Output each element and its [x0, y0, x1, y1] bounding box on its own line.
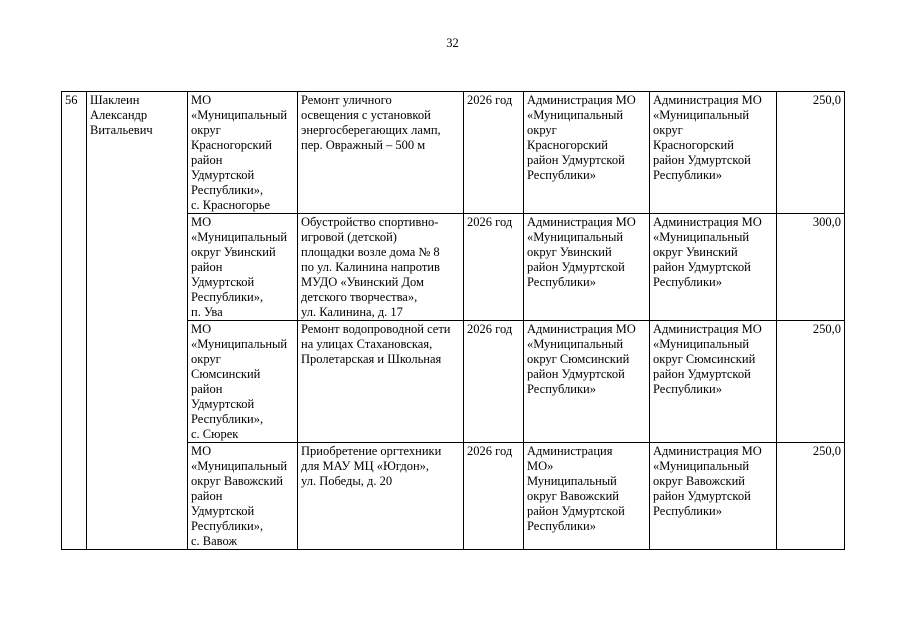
work-description-cell: Ремонт водопроводной сети на улицах Стахановская, Пролетарская и Школьная — [298, 321, 464, 443]
municipality-cell: МО «Муниципальный округ Увинский район Удмуртской Республики», п. Ува — [188, 214, 298, 321]
administrator-cell: Администрация МО» Муниципальный округ Вавожский район Удмуртской Республики» — [524, 443, 650, 550]
entry-number: 56 — [62, 92, 87, 550]
municipality-cell: МО «Муниципальный округ Сюмсинский район Удмуртской Республики», с. Сюрек — [188, 321, 298, 443]
municipality-cell: МО «Муниципальный округ Красногорский район Удмуртской Республики», с. Красногорье — [188, 92, 298, 214]
work-description-cell: Приобретение оргтехники для МАУ МЦ «Югдон», ул. Победы, д. 20 — [298, 443, 464, 550]
recipient-cell: Администрация МО «Муниципальный округ Вавожский район Удмуртской Республики» — [650, 443, 777, 550]
year-cell: 2026 год — [464, 443, 524, 550]
year-cell: 2026 год — [464, 214, 524, 321]
recipient-cell: Администрация МО «Муниципальный округ Сюмсинский район Удмуртской Республики» — [650, 321, 777, 443]
recipient-cell: Администрация МО «Муниципальный округ Увинский район Удмуртской Республики» — [650, 214, 777, 321]
administrator-cell: Администрация МО «Муниципальный округ Увинский район Удмуртской Республики» — [524, 214, 650, 321]
projects-table — [61, 91, 845, 550]
amount-cell: 250,0 — [777, 443, 845, 550]
amount-cell: 250,0 — [777, 321, 845, 443]
municipality-cell: МО «Муниципальный округ Вавожский район Удмуртской Республики», с. Вавож — [188, 443, 298, 550]
administrator-cell: Администрация МО «Муниципальный округ Сюмсинский район Удмуртской Республики» — [524, 321, 650, 443]
deputy-name: Шаклеин Александр Витальевич — [87, 92, 188, 550]
amount-cell: 300,0 — [777, 214, 845, 321]
amount-cell: 250,0 — [777, 92, 845, 214]
recipient-cell: Администрация МО «Муниципальный округ Красногорский район Удмуртской Республики» — [650, 92, 777, 214]
year-cell: 2026 год — [464, 92, 524, 214]
page-number: 32 — [446, 36, 459, 50]
year-cell: 2026 год — [464, 321, 524, 443]
administrator-cell: Администрация МО «Муниципальный округ Красногорский район Удмуртской Республики» — [524, 92, 650, 214]
table-row — [62, 92, 845, 214]
work-description-cell: Ремонт уличного освещения с установкой энергосберегающих ламп, пер. Овражный – 500 м — [298, 92, 464, 214]
work-description-cell: Обустройство спортивно- игровой (детской) площадки возле дома № 8 по ул. Калинина напротив МУДО «Увинский Дом детского творчества», ул. Калинина, д. 17 — [298, 214, 464, 321]
